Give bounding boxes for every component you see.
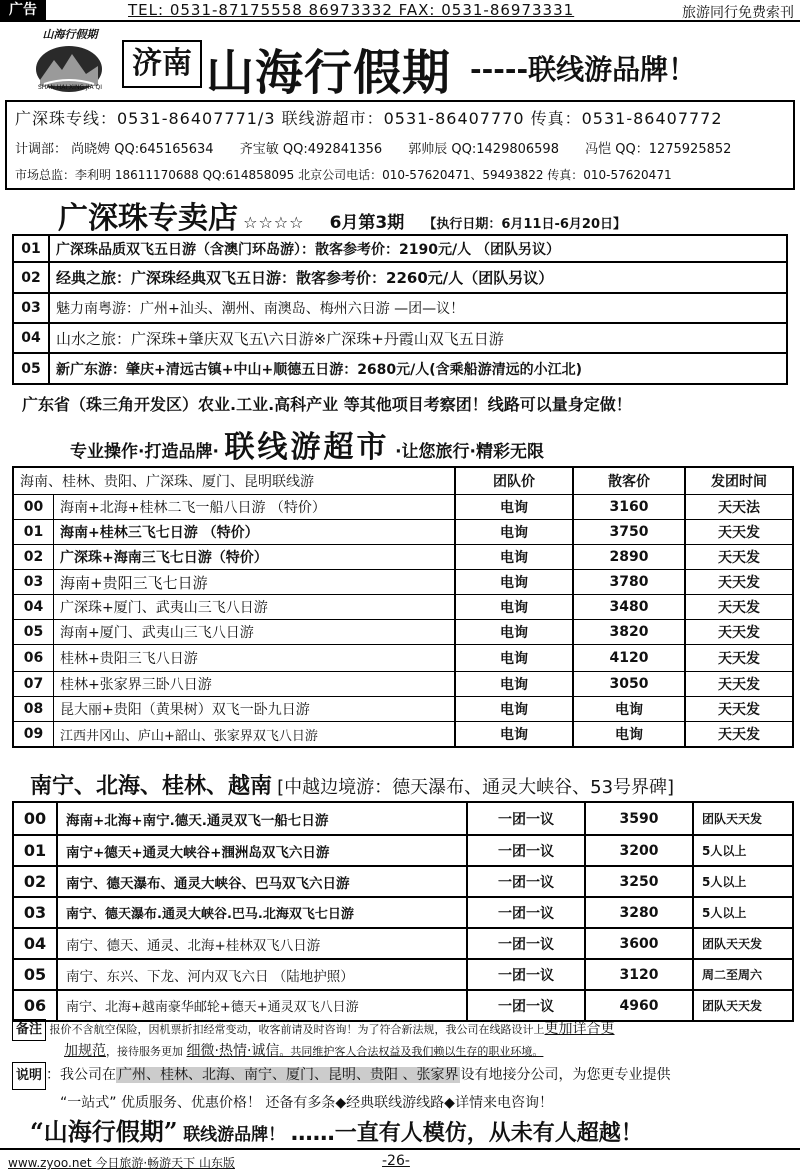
row-number: 09: [14, 722, 54, 746]
tagline-right: ·让您旅行·精彩无限: [395, 442, 544, 462]
route-name: 昆大丽+贵阳（黄果树）双飞一卧九日游: [54, 697, 456, 721]
remark-line-1: [12, 1019, 794, 1041]
table-row: [14, 519, 792, 544]
departure: 天天发: [718, 651, 760, 667]
row-number: 08: [14, 697, 54, 721]
retail-price: 3750: [574, 520, 686, 544]
table-row: [14, 569, 792, 594]
col-departure: 发团时间: [711, 474, 767, 490]
route-name: 广深珠+海南三飞七日游（特价）: [54, 545, 456, 569]
page-footer: [0, 1148, 800, 1172]
retail-price: 电询: [574, 697, 686, 721]
col-team-price: 团队价: [456, 468, 574, 494]
row-number: 01: [14, 520, 54, 544]
staff-label: 计调部：: [15, 142, 68, 157]
retail-price: 3820: [574, 620, 686, 644]
retail-price: 3590: [586, 803, 694, 834]
team-price: 电询: [456, 545, 574, 569]
route-name: 南宁+德天+通灵大峡谷+涠洲岛双飞六日游: [58, 836, 468, 865]
retail-price: 4960: [586, 991, 694, 1020]
top-bar: [0, 0, 800, 22]
route-name: 海南+北海+南宁.德天.通灵双飞一船七日游: [58, 803, 468, 834]
row-number: 05: [14, 620, 54, 644]
row-number: 03: [14, 294, 50, 322]
retail-price: 电询: [574, 722, 686, 746]
table-row: [14, 544, 792, 569]
route-name: 桂林+贵阳三飞八日游: [54, 645, 456, 671]
desc-line-1: [12, 1062, 794, 1090]
departure: 天天发: [718, 625, 760, 641]
remark-text: 。共同维护客人合法权益及我们赖以生存的职业环境。: [279, 1045, 544, 1058]
retail-price: 3600: [586, 929, 694, 958]
row-number: 06: [14, 991, 58, 1020]
departure-note: 5人以上: [702, 875, 747, 889]
team-price: 电询: [456, 722, 574, 746]
section3-subtitle: [中越边境游：德天瀑布、通灵大峡谷、53号界碑]: [277, 777, 675, 798]
row-number: 07: [14, 672, 54, 696]
retail-price: 4120: [574, 645, 686, 671]
table-row: [14, 927, 792, 958]
departure-note: 5人以上: [702, 844, 747, 858]
table-row: [14, 619, 792, 644]
brand-tail: ……一直有人模仿，从未有人超越！: [290, 1121, 643, 1146]
valid-dates: 【执行日期：6月11日-6月20日】: [423, 217, 626, 232]
logo-subtext: SHAN HAI XING JIA QI: [37, 84, 103, 91]
footer-url: www.zyoo.net 今日旅游·畅游天下 山东版: [8, 1156, 235, 1170]
route-name: 南宁、北海+越南豪华邮轮+德天+通灵双飞八日游: [58, 991, 468, 1020]
staff-item: 齐宝敏 QQ:492841356: [239, 142, 383, 157]
list-item: [12, 263, 788, 294]
route-name: 南宁、德天瀑布.通灵大峡谷.巴马.北海双飞七日游: [58, 898, 468, 927]
table-row: [14, 594, 792, 619]
staff-item: 冯恺 QQ：1275925852: [585, 142, 732, 157]
closing-slogan: [30, 1112, 643, 1147]
table-row: [14, 958, 792, 989]
team-price: 一团一议: [468, 898, 586, 927]
departure-note: 团队天天发: [702, 937, 763, 951]
row-number: 03: [14, 898, 58, 927]
team-price: 一团一议: [468, 929, 586, 958]
desc-line-2: “一站式” 优质服务、优惠价格！ 还备有多条◆经典联线游线路◆详情来电咨询！: [60, 1095, 553, 1111]
row-number: 02: [14, 263, 50, 292]
remark-emphasis: 更加详合更: [544, 1021, 615, 1037]
departure: 天天发: [718, 702, 760, 718]
route-name: 海南+贵阳三飞七日游: [54, 570, 456, 594]
desc-text: ：我公司在: [46, 1067, 117, 1083]
route-text: 山水之旅：广深珠+肇庆双飞五\六日游※广深珠+丹霞山双飞五日游: [56, 329, 504, 348]
team-price: 电询: [456, 697, 574, 721]
section3-title: 南宁、北海、桂林、越南: [30, 774, 273, 799]
row-number: 02: [14, 545, 54, 569]
section1-heading: [58, 193, 626, 237]
table-row: [14, 803, 792, 834]
table-row: [14, 494, 792, 519]
row-number: 06: [14, 645, 54, 671]
combo-route-table: [12, 466, 794, 748]
route-name: 江西井冈山、庐山+韶山、张家界双飞八日游: [54, 722, 456, 746]
ad-tag: 广告: [0, 0, 46, 20]
team-price: 电询: [456, 645, 574, 671]
col-retail-price: 散客价: [574, 468, 686, 494]
row-number: 05: [14, 960, 58, 989]
route-name: 南宁、东兴、下龙、河内双飞六日 （陆地护照）: [58, 960, 468, 989]
departure: 天天法: [718, 500, 760, 516]
retail-price: 3780: [574, 570, 686, 594]
row-number: 05: [14, 354, 50, 383]
desc-text: 设有地接分公司，为您更专业提供: [460, 1067, 671, 1083]
row-number: 03: [14, 570, 54, 594]
retail-price: 3050: [574, 672, 686, 696]
list-item: [12, 354, 788, 385]
route-name: 南宁、德天、通灵、北海+桂林双飞八日游: [58, 929, 468, 958]
route-name: 广深珠+厦门、武夷山三飞八日游: [54, 595, 456, 619]
route-text: 经典之旅：广深珠经典双飞五日游：散客参考价：2260元/人（团队另议）: [56, 269, 554, 287]
table-row: [14, 896, 792, 927]
row-number: 00: [14, 803, 58, 834]
retail-price: 3160: [574, 495, 686, 519]
director-line: 市场总监：李利明 18611170688 QQ:614858095 北京公司电话：010-57620471、59493822 传真：010-57620471: [15, 168, 672, 182]
row-number: 01: [14, 236, 50, 261]
brand-mid: 联线游品牌！: [183, 1125, 286, 1145]
departure: 天天发: [718, 727, 760, 743]
team-price: 电询: [456, 495, 574, 519]
table-row: [14, 989, 792, 1020]
retail-price: 3480: [574, 595, 686, 619]
team-price: 电询: [456, 620, 574, 644]
list-item: [12, 324, 788, 354]
departure-note: 团队天天发: [702, 812, 763, 826]
team-price: 电询: [456, 570, 574, 594]
logo-text: 山海行假期: [42, 28, 98, 41]
departure: 天天发: [718, 550, 760, 566]
description-block: [12, 1062, 794, 1116]
remark-label: 备注: [12, 1019, 46, 1041]
section3-heading: [30, 769, 674, 800]
table-header: [14, 468, 792, 494]
issue-number: 6月第3期: [329, 213, 405, 233]
company-logo: [22, 26, 118, 96]
hotline-line: 广深珠专线：0531-86407771/3 联线游超市：0531-86407770 传真：0531-86407772: [15, 109, 723, 128]
route-name: 海南+厦门、武夷山三飞八日游: [54, 620, 456, 644]
retail-price: 3120: [586, 960, 694, 989]
retail-price: 2890: [574, 545, 686, 569]
route-text: 新广东游：肇庆+清远古镇+中山+顺德五日游：2680元/人(含乘船游清远的小江北): [56, 361, 583, 378]
route-name: 南宁、德天瀑布、通灵大峡谷、巴马双飞六日游: [58, 867, 468, 896]
team-price: 电询: [456, 672, 574, 696]
row-number: 02: [14, 867, 58, 896]
staff-line: [15, 138, 731, 157]
retail-price: 3250: [586, 867, 694, 896]
team-price: 一团一议: [468, 960, 586, 989]
route-text: 广深珠品质双飞五日游（含澳门环岛游）：散客参考价：2190元/人 （团队另议）: [56, 241, 560, 258]
brand-slogan: -----联线游品牌！: [470, 53, 697, 86]
table-row: [14, 644, 792, 671]
staff-item: 尚晓娉 QQ:645165634: [71, 142, 214, 157]
team-price: 一团一议: [468, 991, 586, 1020]
table-row: [14, 865, 792, 896]
route-name: 海南+北海+桂林二飞一船八日游 （特价）: [54, 495, 456, 519]
row-number: 04: [14, 324, 50, 352]
staff-item: 郭帅辰 QQ:1429806598: [408, 142, 559, 157]
route-name: 桂林+张家界三卧八日游: [54, 672, 456, 696]
gsz-route-list: [12, 234, 788, 385]
supermarket-tagline: [70, 422, 544, 466]
row-number: 04: [14, 595, 54, 619]
remark-text: ，接待服务更加: [106, 1045, 183, 1058]
departure-note: 团队天天发: [702, 999, 763, 1013]
free-catalog-note: 旅游同行免费索刊: [682, 5, 794, 21]
contact-info-box: [5, 100, 795, 190]
section1-title: 广深珠专卖店: [58, 201, 238, 236]
departure-note: 周二至周六: [702, 968, 763, 982]
custom-tour-notice: 广东省（珠三角开发区）农业.工业.高科产业 等其他项目考察团！线路可以量身定做！: [22, 395, 632, 414]
retail-price: 3280: [586, 898, 694, 927]
remark-block: [12, 1019, 794, 1062]
departure: 天天发: [718, 575, 760, 591]
row-number: 04: [14, 929, 58, 958]
table-row: [14, 834, 792, 865]
departure-note: 5人以上: [702, 906, 747, 920]
list-item: [12, 294, 788, 324]
col-route: 海南、桂林、贵阳、广深珠、厦门、昆明联线游: [14, 468, 456, 494]
nanning-vietnam-table: [12, 801, 794, 1022]
remark-line-2: [12, 1041, 794, 1062]
table-row: [14, 721, 792, 746]
tagline-left: 专业操作·打造品牌·: [70, 442, 219, 462]
brand-quote: “山海行假期”: [30, 1117, 178, 1146]
retail-price: 3200: [586, 836, 694, 865]
rating-stars: ☆☆☆☆: [243, 213, 305, 232]
departure: 天天发: [718, 677, 760, 693]
table-row: [14, 671, 792, 696]
remark-text: 报价不含航空保险，因机票折扣经常变动，收客前请及时咨询！为了符合新法规，我公司在线路设计上: [49, 1023, 545, 1036]
departure: 天天发: [718, 525, 760, 541]
contact-line: TEL: 0531-87175558 86973332 FAX: 0531-86973331: [128, 1, 575, 19]
team-price: 一团一议: [468, 867, 586, 896]
tagline-main: 联线游超市: [224, 430, 390, 465]
city-box: 济南: [122, 40, 202, 88]
team-price: 电询: [456, 595, 574, 619]
desc-label: 说明: [12, 1062, 46, 1090]
page-number: -26-: [382, 1153, 410, 1169]
departure: 天天发: [718, 600, 760, 616]
row-number: 01: [14, 836, 58, 865]
team-price: 一团一议: [468, 836, 586, 865]
list-item: [12, 234, 788, 263]
route-text: 魅力南粤游：广州+汕头、潮州、南澳岛、梅州六日游 —团—议！: [56, 301, 465, 317]
team-price: 一团一议: [468, 803, 586, 834]
team-price: 电询: [456, 520, 574, 544]
row-number: 00: [14, 495, 54, 519]
brand-name: 山海行假期: [206, 45, 452, 101]
table-row: [14, 696, 792, 721]
route-name: 海南+桂林三飞七日游 （特价）: [54, 520, 456, 544]
service-motto: 细微·热情·诚信: [186, 1043, 280, 1059]
remark-emphasis: 加规范: [64, 1043, 106, 1059]
branch-cities: 广州、桂林、北海、南宁、厦门、昆明、贵阳 、张家界: [118, 1067, 459, 1083]
